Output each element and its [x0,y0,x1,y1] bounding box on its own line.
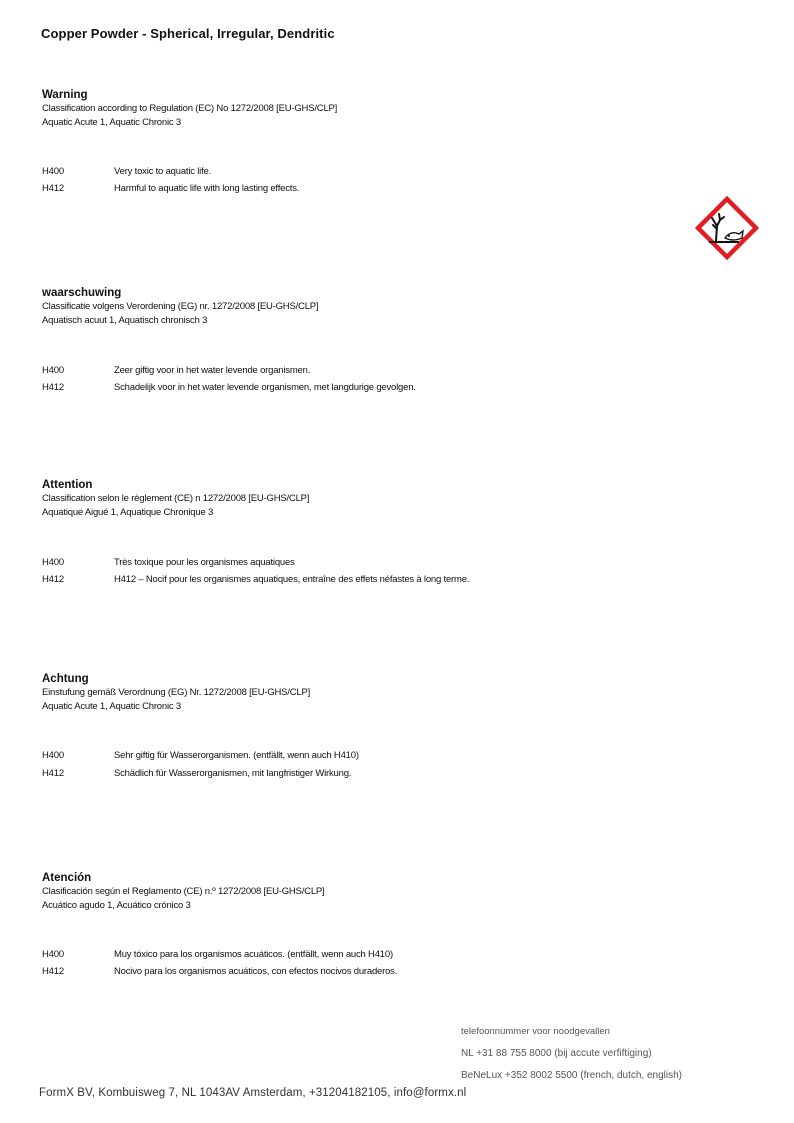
hazard-text: Très toxique pour les organismes aquatiques [114,557,295,568]
hazard-text: Very toxic to aquatic life. [114,166,212,177]
emergency-phone-benelux: BeNeLux +352 8002 5500 (french, dutch, english) [461,1070,682,1081]
hazard-code: H400 [42,557,64,568]
classification-line: Classification according to Regulation (EC) No 1272/2008 [EU-GHS/CLP] [42,103,338,114]
company-footer: FormX BV, Kombuisweg 7, NL 1043AV Amsterdam, +31204182105, info@formx.nl [39,1087,467,1099]
section-dutch [42,286,662,393]
hazard-code: H400 [42,750,64,761]
hazard-code: H412 [42,768,64,779]
emergency-title: telefoonnummer voor noodgevallen [461,1026,610,1037]
hazard-text: Schädlich für Wasserorganismen, mit langfristiger Wirkung. [114,768,352,779]
hazard-text: Zeer giftig voor in het water levende organismen. [114,365,311,376]
classification-line: Classification selon le règlement (CE) n 1272/2008 [EU-GHS/CLP] [42,493,310,504]
section-french [42,478,662,585]
document-title: Copper Powder - Spherical, Irregular, Dendritic [41,26,335,41]
hazard-code: H412 [42,382,64,393]
categories-line: Acuático agudo 1, Acuático crónico 3 [42,900,191,911]
hazard-statement [42,381,416,395]
section-german [42,672,662,779]
section-heading: Attention [42,479,93,491]
classification-line: Clasificación según el Reglamento (CE) n.º 1272/2008 [EU-GHS/CLP] [42,886,325,897]
categories-line: Aquatic Acute 1, Aquatic Chronic 3 [42,117,181,128]
hazard-text: Sehr giftig für Wasserorganismen. (entfällt, wenn auch H410) [114,750,359,761]
classification-line: Einstufung gemäß Verordnung (EG) Nr. 1272/2008 [EU-GHS/CLP] [42,687,311,698]
hazard-statement [42,948,393,962]
hazard-statement [42,364,310,378]
emergency-phone-nl: NL +31 88 755 8000 (bij accute verfiftiging) [461,1048,652,1059]
hazard-code: H412 [42,183,64,194]
emergency-contacts [461,1025,682,1083]
hazard-statement [42,182,299,196]
section-heading: Warning [42,89,88,101]
categories-line: Aquatisch acuut 1, Aquatisch chronisch 3 [42,315,208,326]
hazard-text: Harmful to aquatic life with long lasting effects. [114,183,300,194]
section-heading: Achtung [42,673,89,685]
categories-line: Aquatique Aigué 1, Aquatique Chronique 3 [42,507,214,518]
hazard-code: H400 [42,166,64,177]
hazard-code: H412 [42,966,64,977]
section-heading: waarschuwing [42,287,122,299]
hazard-code: H400 [42,365,64,376]
section-heading: Atención [42,872,92,884]
ghs09-environment-icon [695,196,759,260]
hazard-code: H400 [42,949,64,960]
hazard-statement [42,165,211,179]
hazard-statement [42,767,351,781]
categories-line: Aquatic Acute 1, Aquatic Chronic 3 [42,701,181,712]
section-english [42,88,662,194]
hazard-text: Muy tóxico para los organismos acuáticos. (entfällt, wenn auch H410) [114,949,393,960]
hazard-statement [42,573,469,587]
hazard-code: H412 [42,574,64,585]
section-spanish [42,871,662,977]
hazard-text: H412 – Nocif pour les organismes aquatiques, entraîne des effets néfastes à long terme. [114,574,470,585]
classification-line: Classificatie volgens Verordening (EG) nr. 1272/2008 [EU-GHS/CLP] [42,301,319,312]
hazard-text: Schadelijk voor in het water levende organismen, met langdurige gevolgen. [114,382,416,393]
hazard-statement [42,965,397,979]
hazard-statement [42,749,359,763]
hazard-text: Nocivo para los organismos acuáticos, con efectos nocivos duraderos. [114,966,398,977]
hazard-statement [42,556,295,570]
